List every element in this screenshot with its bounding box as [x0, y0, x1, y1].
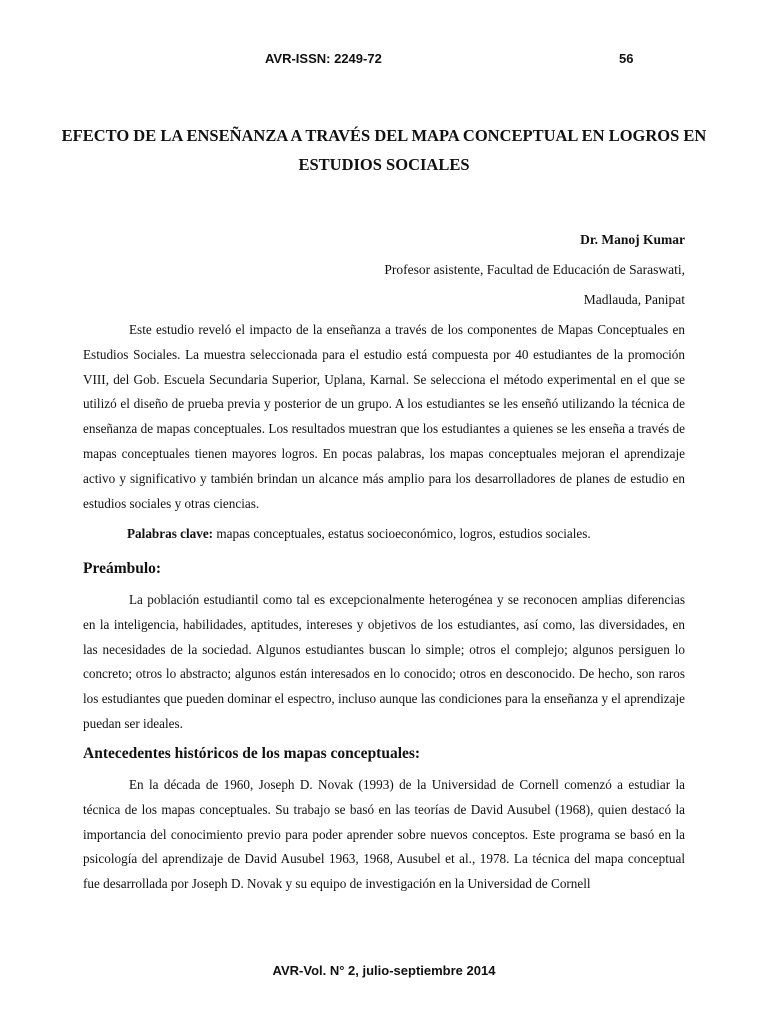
- keywords-text: mapas conceptuales, estatus socioeconómico, logros, estudios sociales.: [213, 526, 591, 541]
- abstract-paragraph: Este estudio reveló el impacto de la enseñanza a través de los componentes de Mapas Conceptuales en Estudios Sociales. La muestra seleccionada para el estudio está compuesta por 40 estudiantes de la promoción VIII, del Gob. Escuela Secundaria Superior, Uplana, Karnal. Se selecciona el método experimental en el que se utilizó el diseño de prueba previa y posterior de un grupo. A los estudiantes se les enseñó utilizando la técnica de enseñanza de mapas conceptuales. Los resultados muestran que los estudiantes a quienes se les enseña a través de mapas conceptuales tienen mayores logros. En pocas palabras, los mapas conceptuales mejoran el aprendizaje activo y significativo y también brindan un alcance más amplio para los desarrolladores de planes de estudio en estudios sociales y otras ciencias.: [83, 322, 685, 511]
- section-heading-preambulo: Preámbulo:: [83, 560, 162, 577]
- keywords-line: [83, 522, 685, 547]
- keywords-label: Palabras clave:: [127, 526, 214, 541]
- page-number: 56: [619, 51, 634, 66]
- article-title: EFECTO DE LA ENSEÑANZA A TRAVÉS DEL MAPA CONCEPTUAL EN LOGROS EN ESTUDIOS SOCIALES: [61, 126, 707, 174]
- author-name: Dr. Manoj Kumar: [580, 232, 685, 247]
- author-location: Madlauda, Panipat: [583, 292, 685, 307]
- author-block: [185, 225, 685, 315]
- author-affiliation: Profesor asistente, Facultad de Educación de Saraswati,: [384, 262, 685, 277]
- journal-issn: AVR-ISSN: 2249-72: [265, 51, 382, 66]
- running-footer: AVR-Vol. N° 2, julio-septiembre 2014: [272, 963, 496, 978]
- section-paragraph-preambulo: La población estudiantil como tal es excepcionalmente heterogénea y se reconocen amplias diferencias en la inteligencia, habilidades, aptitudes, intereses y objetivos de los estudiantes, así como, las diversidades, en las necesidades de la sociedad. Algunos estudiantes buscan lo simple; otros el complejo; algunos persiguen lo concreto; otros lo abstracto; algunos están interesados en lo conocido; otros en desconocido. De hecho, son raros los estudiantes que pueden dominar el espectro, incluso aunque las condiciones para la enseñanza y el aprendizaje puedan ser ideales.: [83, 592, 685, 731]
- section-paragraph-antecedentes: En la década de 1960, Joseph D. Novak (1993) de la Universidad de Cornell comenzó a estudiar la técnica de los mapas conceptuales. Su trabajo se basó en las teorías de David Ausubel (1968), quien destacó la importancia del conocimiento previo para poder aprender sobre nuevos conceptos. Este programa se basó en la psicología del aprendizaje de David Ausubel 1963, 1968, Ausubel et al., 1978. La técnica del mapa conceptual fue desarrollada por Joseph D. Novak y su equipo de investigación en la Universidad de Cornell: [83, 777, 685, 892]
- section-heading-antecedentes: Antecedentes históricos de los mapas conceptuales:: [83, 745, 421, 762]
